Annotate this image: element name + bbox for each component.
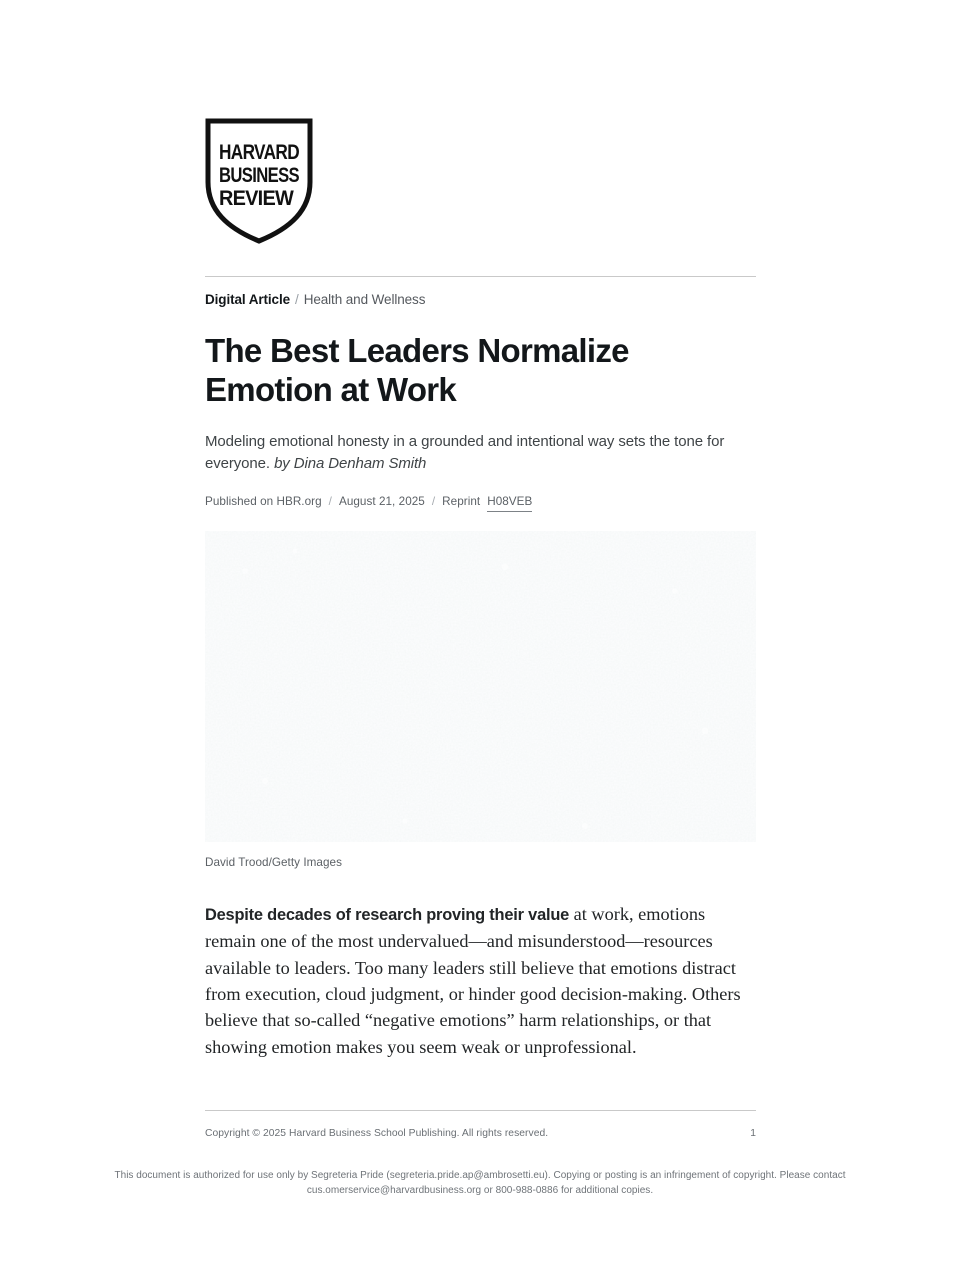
breadcrumb-separator: /	[295, 292, 299, 307]
header-divider	[205, 276, 756, 277]
article-dek	[205, 431, 750, 474]
harvard-business-review-logo	[205, 118, 313, 244]
logo-line-3: REVIEW	[219, 187, 294, 210]
footer-divider	[205, 1110, 756, 1111]
page-footer	[205, 1110, 756, 1141]
copyright-text: Copyright © 2025 Harvard Business School Publishing. All rights reserved.	[205, 1128, 549, 1139]
publication-line	[205, 494, 756, 512]
publine-separator-2: /	[431, 495, 436, 509]
snow-smiley-photo	[205, 531, 756, 842]
page-number: 1	[750, 1128, 756, 1139]
published-label: Published on HBR.org	[205, 495, 322, 509]
breadcrumb-kicker: Digital Article	[205, 292, 291, 307]
notice-line-1: This document is authorized for use only by Segreteria Pride (segreteria.pride.ap@ambrosetti.eu). Copying or posting is an infringement of copyright. Please contact	[114, 1170, 846, 1181]
publication-date: August 21, 2025	[338, 495, 425, 509]
breadcrumb-section[interactable]: Health and Wellness	[303, 292, 426, 307]
logo-line-2: BUSINESS	[219, 164, 300, 187]
page-title: The Best Leaders Normalize Emotion at Work	[205, 332, 629, 408]
dek-text: Modeling emotional honesty in a grounded and intentional way sets the tone for everyone.	[205, 433, 725, 472]
article-byline: by Dina Denham Smith	[274, 454, 427, 472]
authorization-notice	[0, 1168, 960, 1198]
notice-line-2: cus.omerservice@harvardbusiness.org or 800-988-0886 for additional copies.	[306, 1185, 654, 1196]
logo-line-1: HARVARD	[219, 141, 300, 164]
image-caption: David Trood/Getty Images	[205, 856, 342, 870]
article-content	[205, 276, 756, 1078]
body-lead-in: Despite decades of research proving their value	[205, 906, 570, 925]
publine-separator-1: /	[328, 495, 332, 509]
breadcrumb	[205, 291, 756, 309]
reprint-code-link[interactable]: H08VEB	[487, 494, 532, 512]
shield-icon	[205, 118, 313, 244]
body-rest: at work, emotions remain one of the most undervalued—and misunderstood—resources available to leaders. Too many leaders still believe that emotions distract from execution, cloud judgment, or hinder good decision-making. Others believe that so-called “negative emotions” harm relationships, or that showing emotion makes you seem weak or unprofessional.	[205, 904, 741, 1057]
reprint-label: Reprint	[442, 495, 481, 509]
article-body-paragraph	[205, 901, 745, 1060]
snow-grain-layer	[205, 531, 756, 842]
hero-image	[205, 531, 756, 842]
